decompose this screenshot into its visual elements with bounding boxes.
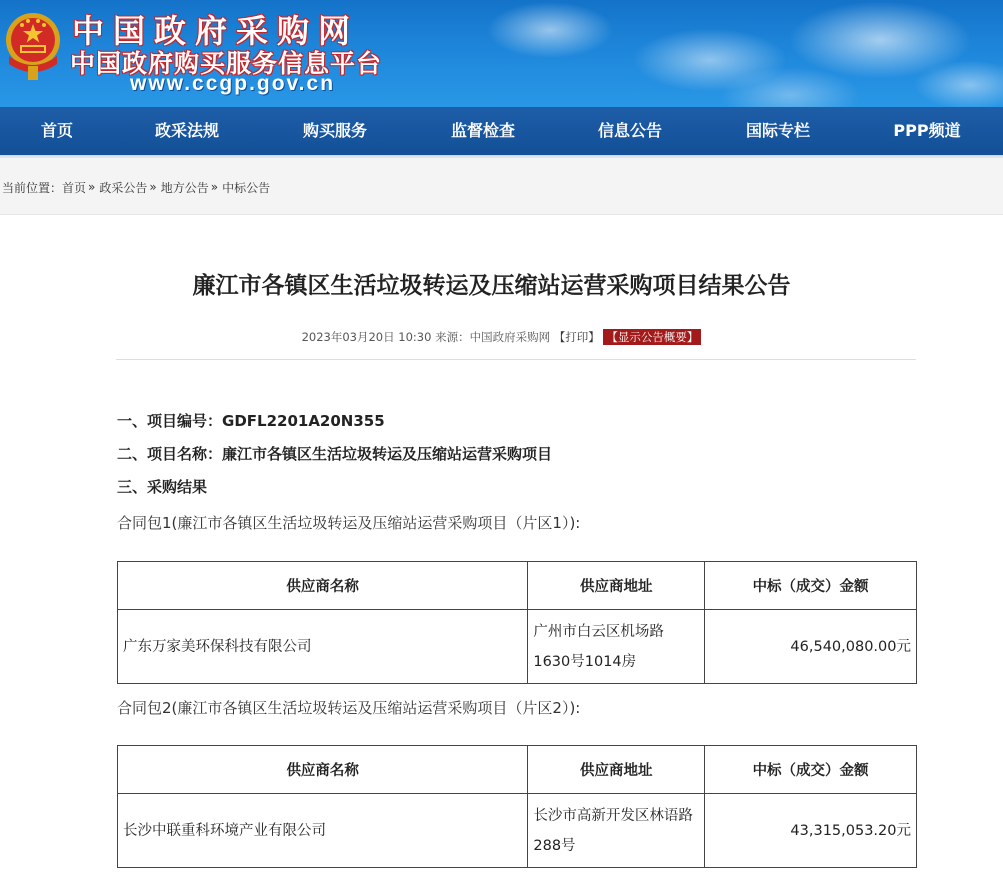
breadcrumb-separator: » [88,180,96,194]
column-header: 中标（成交）金额 [705,746,917,794]
package-2-label: 合同包2(廉江市各镇区生活垃圾转运及压缩站运营采购项目（片区2）): [117,699,581,717]
supplier-name: 广东万家美环保科技有限公司 [118,610,528,684]
column-header: 供应商名称 [118,746,528,794]
supplier-address: 广州市白云区机场路1630号1014房 [528,610,705,684]
breadcrumb-award[interactable]: 中标公告 [222,180,271,195]
nav-item-regulations[interactable]: 政采法规 [154,121,219,140]
table-row [118,610,917,684]
project-name: 二、项目名称：廉江市各镇区生活垃圾转运及压缩站运营采购项目 [117,445,553,463]
site-url[interactable]: www.ccgp.gov.cn [130,72,336,95]
article-datetime: 2023年03月20日 10:30 [301,330,432,344]
breadcrumb-prefix: 当前位置： [2,180,63,195]
package-1-label: 合同包1(廉江市各镇区生活垃圾转运及压缩站运营采购项目（片区1）): [117,514,581,532]
supplier-address: 长沙市高新开发区林语路288号 [528,794,705,868]
print-link[interactable]: 【打印】 [553,330,600,344]
breadcrumb-local[interactable]: 地方公告 [160,180,209,195]
nav-item-announcements[interactable]: 信息公告 [597,121,662,140]
main-nav [0,107,1003,155]
table-header-row [118,562,917,610]
article-container [0,214,1003,877]
breadcrumb-separator: » [210,180,219,194]
award-amount: 46,540,080.00元 [705,610,917,684]
award-amount: 43,315,053.20元 [705,794,917,868]
column-header: 供应商地址 [528,562,705,610]
nav-item-international[interactable]: 国际专栏 [745,121,810,140]
package-1-table [117,561,917,684]
column-header: 供应商名称 [118,562,528,610]
article-title: 廉江市各镇区生活垃圾转运及压缩站运营采购项目结果公告 [192,273,791,299]
title-divider [116,359,916,360]
project-number: 一、项目编号：GDFL2201A20N355 [117,412,385,430]
table-row [118,794,917,868]
breadcrumb-home[interactable]: 首页 [62,180,87,195]
article-meta [0,329,1003,345]
table-header-row [118,746,917,794]
nav-item-purchase-services[interactable]: 购买服务 [302,121,367,140]
article-source: 来源：中国政府采购网 [435,330,551,344]
nav-item-home[interactable]: 首页 [40,121,73,140]
show-summary-button[interactable]: 【显示公告概要】 [603,329,701,345]
site-title[interactable]: 中国政府采购网 [72,12,360,50]
column-header: 中标（成交）金额 [705,562,917,610]
package-2-table [117,745,917,868]
nav-item-ppp[interactable]: PPP频道 [893,121,961,140]
breadcrumb-separator: » [149,180,157,194]
site-header [0,0,1003,107]
breadcrumb-announcements[interactable]: 政采公告 [99,180,148,195]
article-body [117,405,917,542]
column-header: 供应商地址 [528,746,705,794]
breadcrumb [0,159,1003,215]
cloud-background [430,0,1003,107]
supplier-name: 长沙中联重科环境产业有限公司 [118,794,528,868]
nav-item-supervision[interactable]: 监督检查 [450,121,515,140]
procurement-result-heading: 三、采购结果 [117,478,208,496]
site-subtitle[interactable]: 中国政府购买服务信息平台 [70,49,383,78]
national-emblem-icon[interactable] [3,10,63,82]
